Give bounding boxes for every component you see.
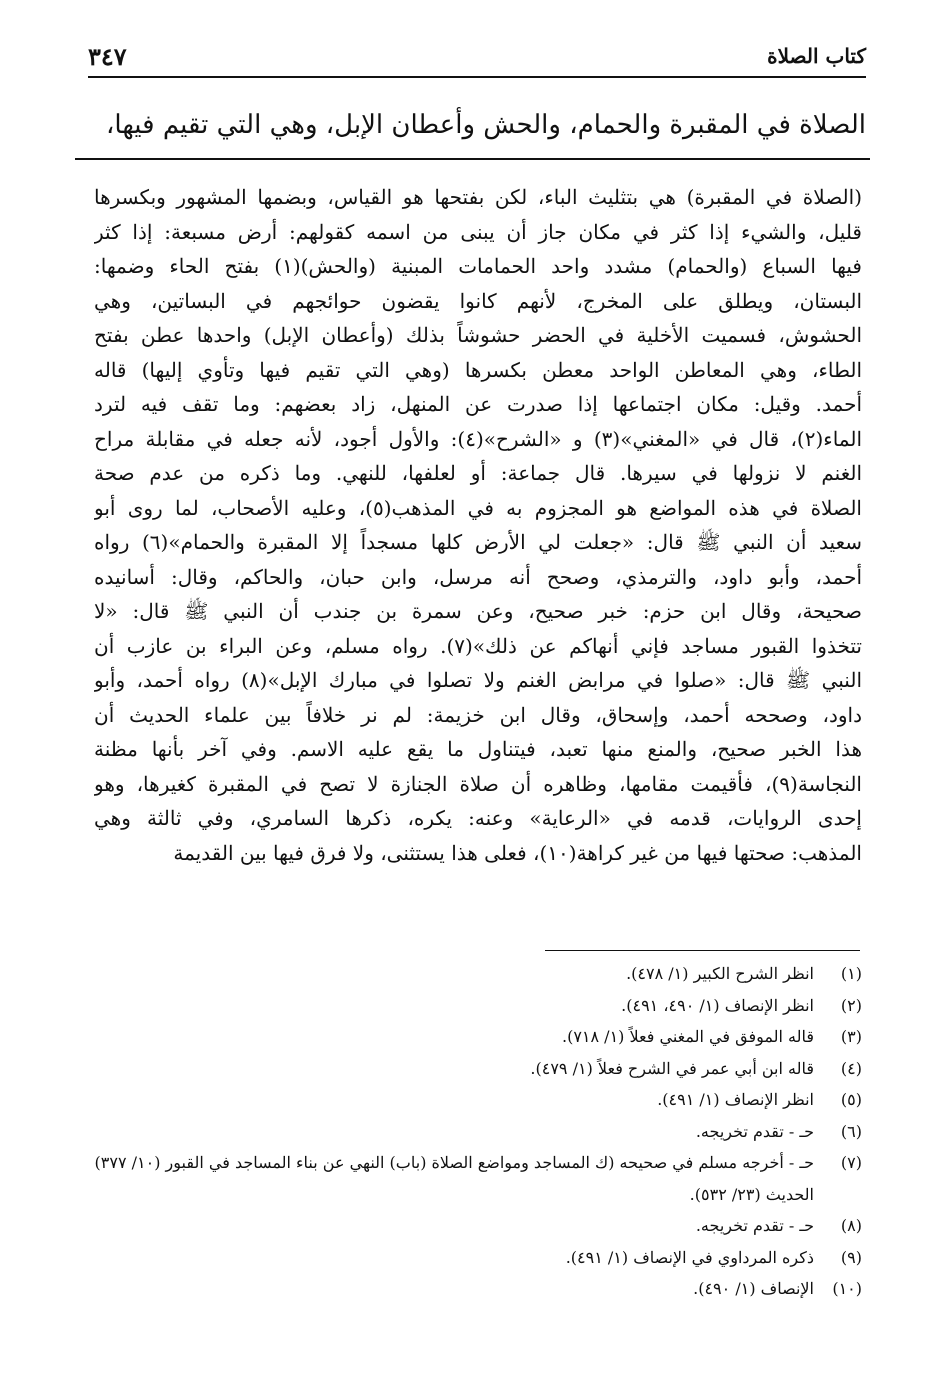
commentary-line: إحدى الروايات، قدمه في «الرعاية» وعنه: يكره، ذكرها السامري، وفي ثالثة وهي [94, 806, 862, 830]
commentary-line: صحيحة، وقال ابن حزم: خبر صحيح، وعن سمرة بن جندب أن النبي ﷺ قال: «لا [94, 599, 862, 623]
commentary-line: هذا الخبر صحيح، والمنع منها تعبد، فيتناول ما يقع عليه الاسم. وفي آخر بأنها مظنة [94, 737, 862, 761]
footnote-text: الإنصاف (١/ ٤٩٠). [693, 1279, 814, 1298]
footnote-text: انظر الإنصاف (١/ ٤٩٠، ٤٩١). [621, 995, 814, 1015]
commentary-line: (الصلاة في المقبرة) هي بتثليث الباء، لكن بفتحها هو القياس، وبضمها المشهور وبكسرها [94, 185, 862, 209]
footnote [92, 1273, 862, 1305]
commentary-line: فيها السباع (والحمام) مشدد واحد الحمامات المبنية (والحش)(١) بفتح الحاء وضمها: [94, 254, 862, 278]
footnote-number: (٥) [840, 1090, 862, 1109]
page-number: ٣٤٧ [88, 42, 127, 71]
page-header [88, 40, 866, 78]
footnote [92, 1242, 862, 1274]
footnote-number: (٦) [840, 1121, 862, 1141]
commentary-line: أحمد. وقيل: مكان اجتماعها إذا صدرت عن المنهل، زاد بعضهم: وما تقف فيه لترد [94, 392, 862, 416]
footnote [92, 1147, 862, 1210]
footnote [92, 958, 862, 990]
footnote-number: (٤) [840, 1058, 862, 1078]
commentary-line: داود، وصححه أحمد، وإسحاق، وقال ابن خزيمة: لم نر خلافاً بين علماء الحديث أن [94, 702, 862, 727]
footnote-text: ذكره المرداوي في الإنصاف (١/ ٤٩١). [565, 1247, 814, 1267]
footnote-number: (١) [840, 964, 862, 983]
footnote-number: (٨) [840, 1216, 862, 1235]
commentary-line: النبي ﷺ قال: «صلوا في مرابض الغنم ولا تصلوا في مبارك الإبل»(٨) رواه أحمد، وأبو [94, 668, 862, 692]
footnote-divider [545, 950, 860, 951]
commentary-body [94, 180, 862, 870]
commentary-line: أحمد، وأبو داود، والترمذي، وصحح أنه مرسل، وابن حبان، والحاكم، وقال: أسانيده [94, 564, 862, 589]
footnote-number: (٧) [840, 1153, 862, 1172]
commentary-line: سعيد أن النبي ﷺ قال: «جعلت لي الأرض كلها مسجداً إلا المقبرة والحمام»(٦) رواه [94, 530, 862, 554]
chapter-title: كتاب الصلاة [767, 44, 866, 68]
matn-text: الصلاة في المقبرة والحمام، والحش وأعطان الإبل، وهي التي تقيم فيها، [106, 110, 866, 140]
footnote [92, 1210, 862, 1242]
commentary-line: تتخذوا القبور مساجد فإني أنهاكم عن ذلك»(٧). رواه مسلم، وعن البراء بن عازب أن [94, 633, 862, 658]
commentary-line: قليل، والشيء إذا كثر في مكان جاز أن يبنى من اسمه كقولهم: أرض مسبعة: إذا كثر [94, 219, 862, 244]
footnote [92, 1021, 862, 1053]
footnote [92, 1084, 862, 1116]
footnote-text: حـ - أخرجه مسلم في صحيحه (ك المساجد ومواضع الصلاة (باب) النهي عن بناء المساجد في القبور (١٠/ ٣٧٧) الحديث (٢٣/ ٥٣٢). [94, 1153, 814, 1204]
commentary-line: الطاء، وهي المعاطن الواحد معطن بكسرها (وهي التي تقيم فيها وتأوي إليها) قاله [94, 357, 862, 382]
footnote-number: (٣) [840, 1027, 862, 1046]
footnote [92, 1053, 862, 1085]
commentary-line: البستان، ويطلق على المخرج، لأنهم كانوا يقضون حوائجهم في البساتين، وهي [94, 288, 862, 313]
footnote [92, 990, 862, 1022]
footnote [92, 1116, 862, 1148]
footnote-text: قاله ابن أبي عمر في الشرح فعلاً (١/ ٤٧٩). [530, 1058, 814, 1078]
commentary-line: المذهب: صحتها فيها من غير كراهة(١٠)، فعلى هذا يستثنى، ولا فرق فيها بين القديمة [173, 840, 862, 865]
footnote-text: حـ - تقدم تخريجه. [695, 1121, 814, 1141]
footnotes [92, 958, 862, 1305]
commentary-line: النجاسة(٩)، فأقيمت مقامها، وظاهره أن صلاة الجنازة لا تصح في المقبرة كغيرها، وهو [94, 771, 862, 796]
commentary-line: الصلاة في هذه المواضع هو المجزوم به في المذهب(٥)، وعليه الأصحاب، لما روى أبو [94, 495, 862, 520]
footnote-number: (٩) [840, 1247, 862, 1267]
footnote-text: انظر الإنصاف (١/ ٤٩١). [657, 1090, 814, 1109]
footnote-text: انظر الشرح الكبير (١/ ٤٧٨). [626, 964, 814, 983]
footnote-number: (٢) [840, 995, 862, 1015]
matn-divider [75, 158, 870, 160]
footnote-text: حـ - تقدم تخريجه. [695, 1216, 814, 1235]
footnote-text: قاله الموفق في المغني فعلاً (١/ ٧١٨). [561, 1027, 814, 1046]
footnote-number: (١٠) [832, 1279, 862, 1298]
commentary-line: الحشوش، فسميت الأخلية في الحضر حشوشاً بذلك (وأعطان الإبل) واحدها عطن بفتح [94, 323, 862, 347]
commentary-line: الغنم لا نزولها في سيرها. قال جماعة: أو لعلفها، للنهي. وما ذكره من عدم صحة [94, 461, 862, 485]
commentary-line: الماء(٢)، قال في «المغني»(٣) و «الشرح»(٤): والأول أجود، لأنه جعله في مقابلة مراح [94, 426, 862, 451]
